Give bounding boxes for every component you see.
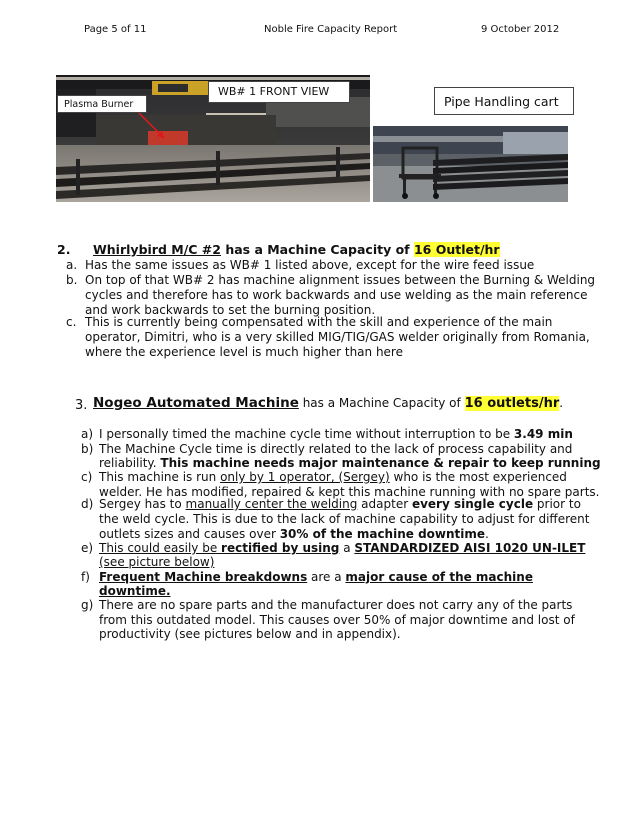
section3-item-g-line3: productivity (see pictures below and in appendix). (99, 627, 401, 641)
section3-machine-name: Nogeo Automated Machine (93, 395, 299, 411)
section2-item-c-line2: operator, Dimitri, who is a very skilled MIG/TIG/GAS welder originally from Romania, (85, 330, 590, 344)
section3-item-e-line2: (see picture below) (99, 555, 215, 569)
section3-item-c-line1: This machine is run only by 1 operator, (Sergey) who is the most experienced (99, 470, 567, 484)
section2-item-b-marker: b. (66, 273, 78, 287)
section3-item-a-line1: I personally timed the machine cycle time without interruption to be 3.49 min (99, 427, 573, 441)
section2-machine-name: Whirlybird M/C #2 (93, 242, 221, 257)
section3-number: 3. (75, 398, 88, 413)
pipe-cart-photo (373, 126, 568, 202)
section3-item-a-marker: a) (81, 427, 94, 441)
section3-item-d-marker: d) (81, 497, 94, 511)
section2-item-a-line1: Has the same issues as WB# 1 listed above, except for the wire feed issue (85, 258, 535, 272)
plasma-burner-label: Plasma Burner (57, 95, 147, 113)
section3-item-f-marker: f) (81, 570, 90, 584)
section2-item-c-marker: c. (66, 315, 77, 329)
section2-capacity: 16 Outlet/hr (413, 242, 500, 257)
section3-item-f-line1: Frequent Machine breakdowns are a major cause of the machine (99, 570, 533, 584)
section2-item-a-marker: a. (66, 258, 78, 272)
pipe-cart-label: Pipe Handling cart (434, 87, 574, 115)
section3-item-g-line2: from this outdated model. This causes over 50% of major downtime and lost of (99, 613, 575, 627)
section2-number: 2. (57, 242, 71, 257)
section3-item-c-line2: welder. He has modified, repaired & kept this machine running with no spare parts. (99, 485, 600, 499)
section3-item-g-marker: g) (81, 598, 94, 612)
report-title: Noble Fire Capacity Report (264, 24, 398, 35)
section3-item-f-line2: downtime. (99, 584, 171, 598)
section3-item-d-line2: the weld cycle. This is due to the lack of machine capability to adjust for different (99, 512, 590, 526)
page-number: Page 5 of 11 (84, 24, 147, 35)
section2-item-b-line1: On top of that WB# 2 has machine alignment issues between the Burning & Welding (85, 273, 596, 287)
section3-item-b-line1: The Machine Cycle time is directly related to the lack of process capability and (99, 442, 573, 456)
section3-item-e-marker: e) (81, 541, 94, 555)
section2-item-b-line3: and work backwards to set the burning position. (85, 303, 376, 317)
section2-item-c-line1: This is currently being compensated with the skill and experience of the main (85, 315, 553, 329)
section2-heading: Whirlybird M/C #2 has a Machine Capacity of 16 Outlet/hr (93, 242, 500, 257)
section3-heading: Nogeo Automated Machine has a Machine Capacity of 16 outlets/hr. (93, 395, 564, 411)
front-view-label: WB# 1 FRONT VIEW (208, 81, 350, 103)
section3-capacity: 16 outlets/hr (464, 396, 560, 411)
section3-item-e-line1: This could easily be rectified by using a STANDARDIZED AISI 1020 UN-ILET (99, 541, 586, 555)
section3-item-d-line3: outlets sizes and causes over 30% of the machine downtime. (99, 527, 489, 541)
section3-item-d-line1: Sergey has to manually center the welding adapter every single cycle prior to (99, 497, 581, 511)
section3-item-c-marker: c) (81, 470, 93, 484)
section3-item-g-line1: There are no spare parts and the manufacturer does not carry any of the parts (99, 598, 573, 612)
section3-item-b-line2: reliability. This machine needs major maintenance & repair to keep running (99, 456, 601, 470)
section3-item-b-marker: b) (81, 442, 94, 456)
section2-item-c-line3: where the experience level is much higher than here (85, 345, 403, 359)
report-date: 9 October 2012 (481, 24, 560, 35)
section2-item-b-line2: cycles and therefore has to work backwards and use welding as the main reference (85, 288, 588, 302)
